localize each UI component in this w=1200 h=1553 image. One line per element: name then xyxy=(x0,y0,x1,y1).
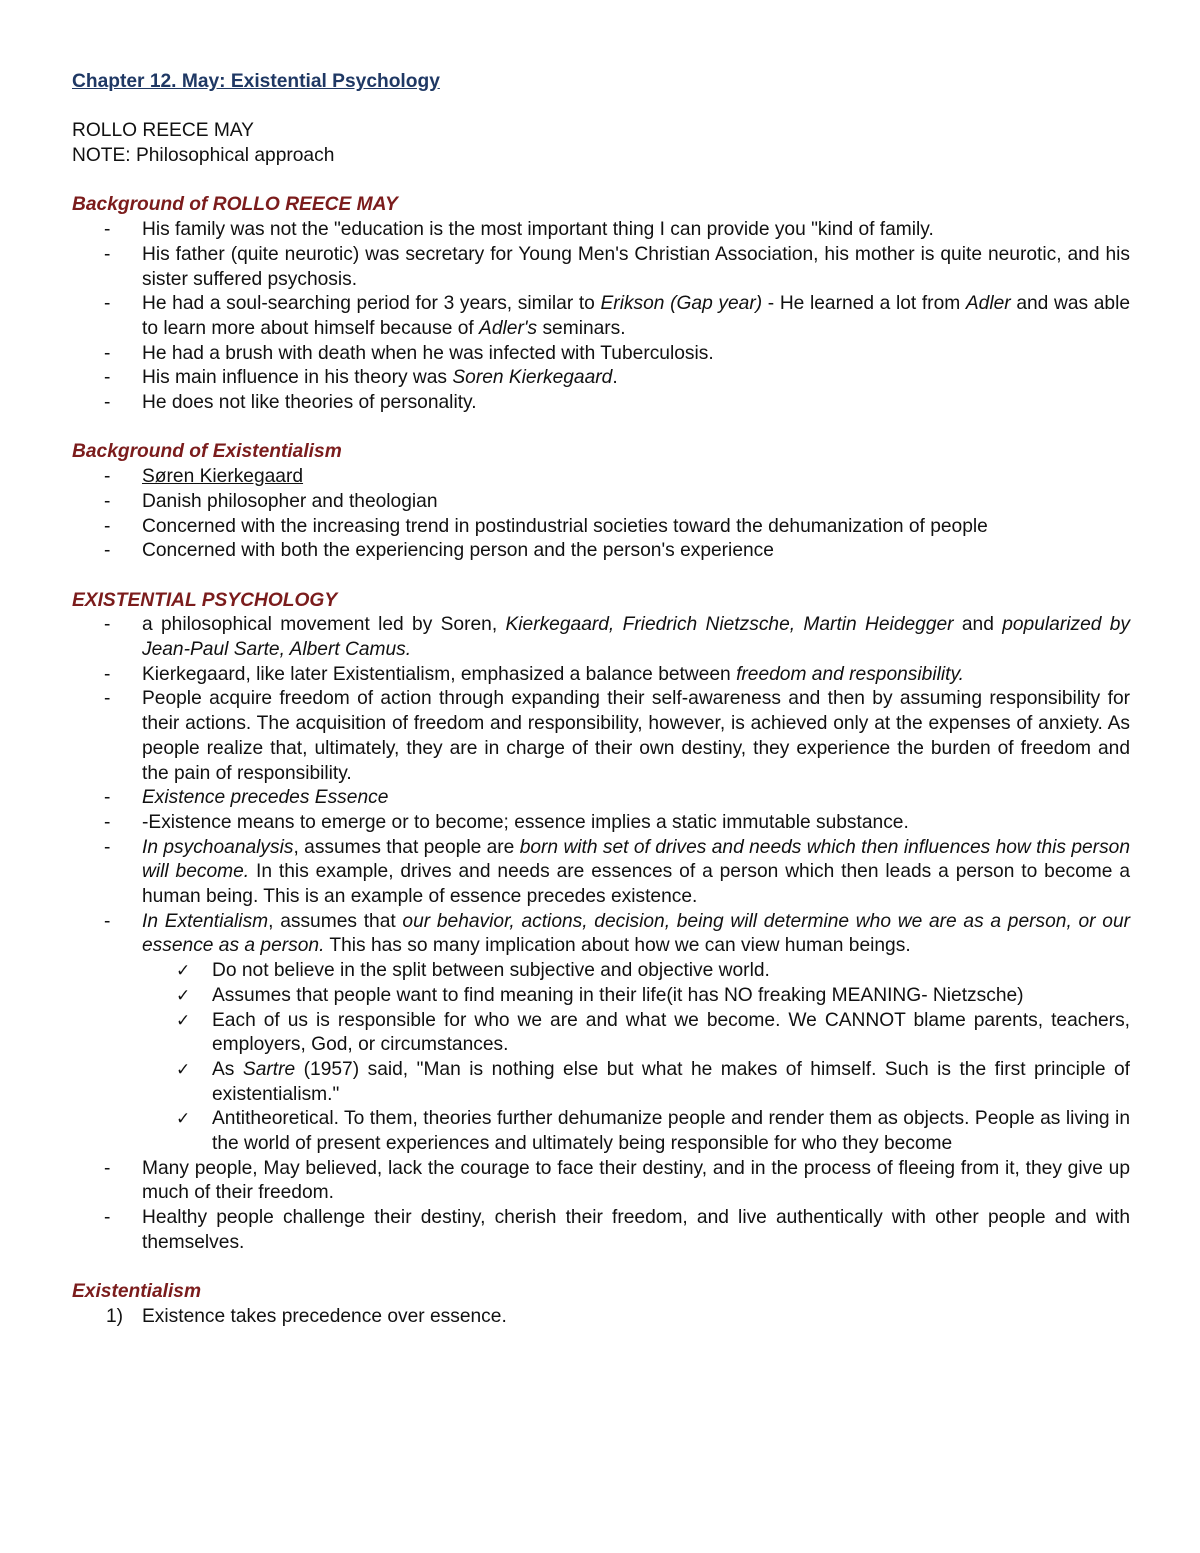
adler-reference: Adler's xyxy=(479,317,538,339)
list-item: - In Extentialism, assumes that our behavior, actions, decision, being will determine who we are as a person, or our essence as a person. This has so many implication about how we can view human beings. xyxy=(104,910,1130,957)
item-number: 1) xyxy=(106,1305,124,1327)
sartre-reference: Sartre xyxy=(242,1058,296,1080)
document-page xyxy=(72,70,1130,1330)
list-item: - He had a brush with death when he was infected with Tuberculosis. xyxy=(72,342,1130,367)
checkmark-icon: ✓ xyxy=(176,1059,191,1080)
list-item: 1) Existence takes precedence over essence. xyxy=(72,1305,1130,1330)
existential-psychology-list xyxy=(72,613,1130,959)
bullet-dash: - xyxy=(104,466,111,488)
checklist-item: ✓ Antitheoretical. To them, theories further dehumanize people and render them as objects. People as living in the world of present experiences and ultimately being responsible for who they become xyxy=(176,1108,1130,1155)
checkmark-icon: ✓ xyxy=(176,1010,191,1031)
checklist-item: ✓ Do not believe in the split between subjective and objective world. xyxy=(72,959,1130,984)
list-item: - He does not like theories of personality. xyxy=(72,391,1130,416)
list-item: - His family was not the "education is the most important thing I can provide you "kind of family. xyxy=(72,218,1130,243)
checklist-item: ✓ Assumes that people want to find meaning in their life(it has NO freaking MEANING- Nietzsche) xyxy=(72,984,1130,1009)
list-item: - His main influence in his theory was Soren Kierkegaard. xyxy=(72,366,1130,391)
list-item: - Danish philosopher and theologian xyxy=(72,490,1130,515)
bullet-dash: - xyxy=(104,515,111,537)
list-item: - a philosophical movement led by Soren, Kierkegaard, Friedrich Nietzsche, Martin Heidegger and popularized by Jean-Paul Sarte, Albert Camus. xyxy=(104,614,1130,661)
section-heading-background-existentialism: Background of Existentialism xyxy=(72,441,342,463)
list-item: - Healthy people challenge their destiny, cherish their freedom, and live authentically with other people and with themselves. xyxy=(104,1207,1130,1253)
section-heading-background-may: Background of ROLLO REECE MAY xyxy=(72,194,398,216)
bullet-dash: - xyxy=(104,614,111,636)
bullet-dash: - xyxy=(104,663,111,685)
list-item: - He had a soul-searching period for 3 years, similar to Erikson (Gap year) - He learned a lot from Adler and was able to learn more about himself because of Adler's seminars. xyxy=(104,293,1131,339)
list-item: - Existence precedes Essence xyxy=(72,786,1130,811)
list-item: - In psychoanalysis, assumes that people are born with set of drives and needs which then influences how this person will become. In this example, drives and needs are essences of a person which then leads a person to become a human being. This is an example of essence precedes existence. xyxy=(104,836,1130,908)
section-heading-existentialism: Existentialism xyxy=(72,1281,202,1303)
erikson-reference: Erikson (Gap year) xyxy=(600,293,763,315)
list-item: - Søren Kierkegaard xyxy=(72,465,1130,490)
adler-reference: Adler xyxy=(965,293,1011,315)
checkmark-icon: ✓ xyxy=(176,961,191,982)
list-item: - Concerned with the increasing trend in postindustrial societies toward the dehumanization of people xyxy=(72,515,1130,540)
list-item: - Many people, May believed, lack the courage to face their destiny, and in the process of fleeing from it, they give up much of their freedom. xyxy=(104,1157,1130,1204)
checkmark-icon: ✓ xyxy=(176,1109,191,1130)
bullet-dash: - xyxy=(104,1157,111,1179)
bullet-dash: - xyxy=(104,367,111,389)
checklist-item: ✓ As Sartre (1957) said, "Man is nothing else but what he makes of himself. Such is the first principle of existentialism." xyxy=(176,1058,1130,1105)
list-item: - Kierkegaard, like later Existentialism, emphasized a balance between freedom and responsibility. xyxy=(72,663,1130,688)
bullet-dash: - xyxy=(104,392,111,414)
bullet-dash: - xyxy=(104,688,111,710)
bullet-dash: - xyxy=(104,1207,111,1229)
bullet-dash: - xyxy=(104,490,111,512)
section-heading-existential-psychology: EXISTENTIAL PSYCHOLOGY xyxy=(72,589,338,611)
existential-psychology-list-continued xyxy=(72,1157,1130,1256)
checklist-item: ✓ Each of us is responsible for who we are and what we become. We CANNOT blame parents, teachers, employers, God, or circumstances. xyxy=(176,1009,1130,1056)
bullet-dash: - xyxy=(104,293,111,315)
list-item: - His father (quite neurotic) was secretary for Young Men's Christian Association, his mother is quite neurotic, and his sister suffered psychosis. xyxy=(104,243,1130,290)
approach-note: NOTE: Philosophical approach xyxy=(72,145,335,167)
list-item: - -Existence means to emerge or to become; essence implies a static immutable substance. xyxy=(72,811,1130,836)
bullet-dash: - xyxy=(104,787,111,809)
author-name: ROLLO REECE MAY xyxy=(72,120,254,142)
checkmark-icon: ✓ xyxy=(176,985,191,1006)
bullet-dash: - xyxy=(104,811,111,833)
bullet-dash: - xyxy=(104,342,111,364)
bullet-dash: - xyxy=(104,540,111,562)
bullet-dash: - xyxy=(104,219,111,241)
list-item: - Concerned with both the experiencing person and the person's experience xyxy=(72,539,1130,564)
bullet-dash: - xyxy=(104,243,111,265)
existentialism-principles-checklist xyxy=(72,959,1130,1157)
list-item: - People acquire freedom of action through expanding their self-awareness and then by assuming responsibility for their actions. The acquisition of freedom and responsibility, however, is achieved only at the expenses of anxiety. As people realize that, ultimately, they are in charge of their own destiny, they experience the burden of freedom and the pain of responsibility. xyxy=(104,688,1130,784)
background-existentialism-list xyxy=(72,465,1130,564)
bullet-dash: - xyxy=(104,910,111,932)
bullet-dash: - xyxy=(104,836,111,858)
existentialism-numbered-list xyxy=(72,1305,1130,1330)
page-title: Chapter 12. May: Existential Psychology xyxy=(72,71,440,92)
kierkegaard-reference: Soren Kierkegaard xyxy=(452,367,613,389)
background-may-list xyxy=(72,218,1130,416)
